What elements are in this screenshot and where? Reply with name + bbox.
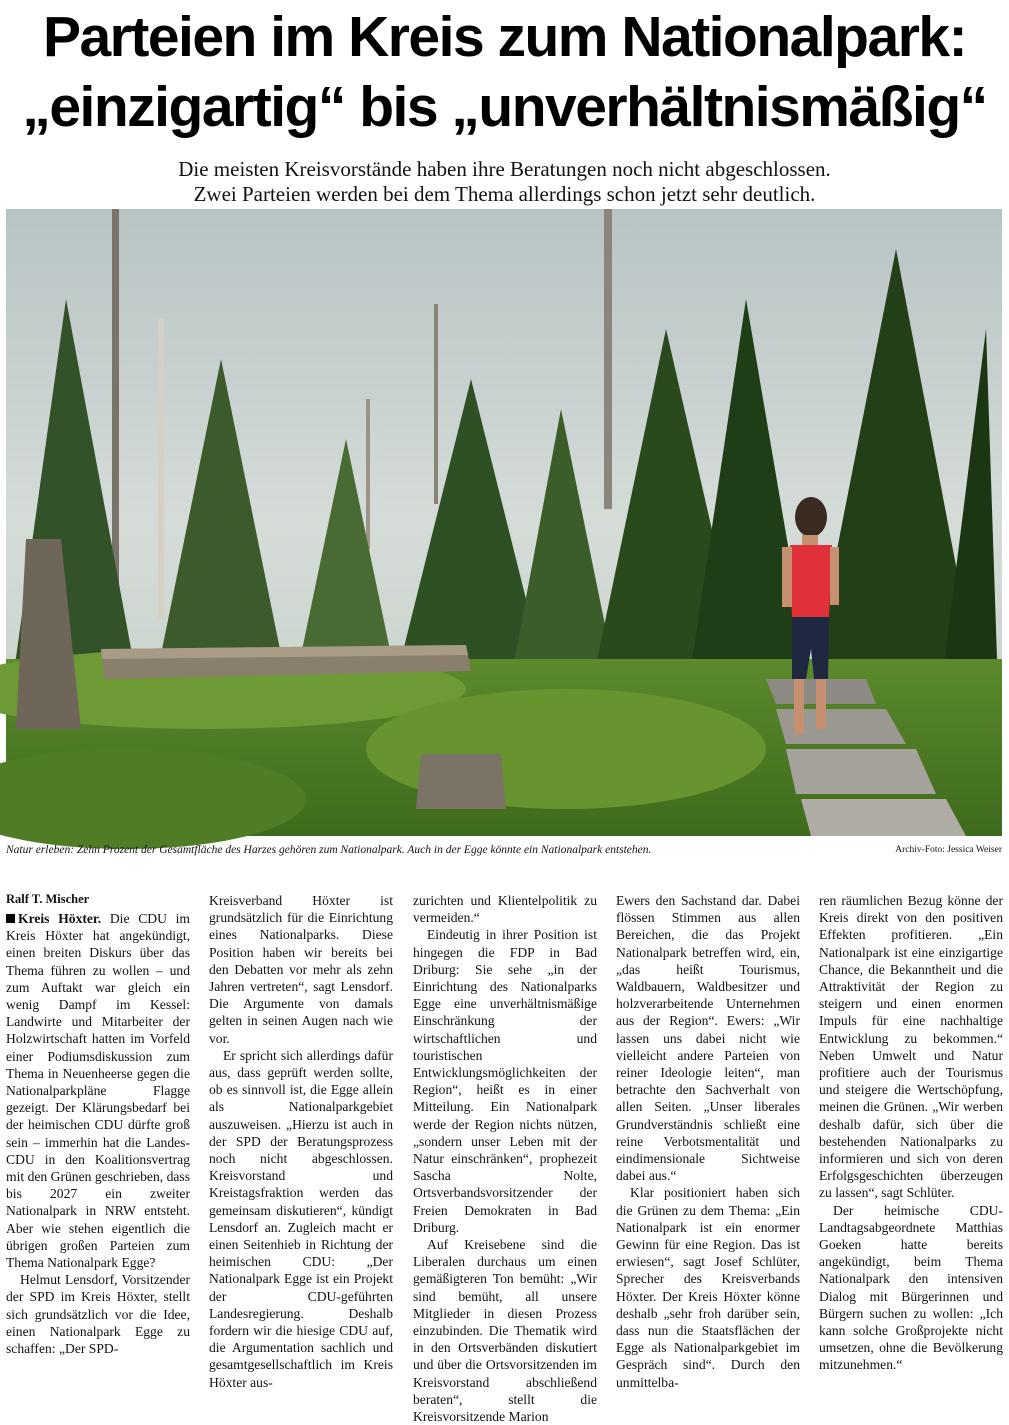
column-3-paragraph-1: zurichten und Klientelpolitik zu vermeiden.“: [413, 893, 597, 926]
photo-credit: Archiv-Foto: Jessica Weiser: [895, 845, 1002, 855]
column-2-paragraph-1: Kreisverband Höxter ist grundsätzlich für die Einrichtung eines Nationalparks. Diese Position haben wir bereits bei den Debatten vor mehr als zehn Jahren vertreten“, sagt Lensdorf. Die Argumente von damals gelten in seinen Augen nach wie vor.: [209, 893, 393, 1046]
caption-text: Natur erleben: Zehn Prozent der Gesamtfläche des Harzes gehören zum Nationalpark. Auch in der Egge könnte ein Nationalpark entstehen.: [6, 844, 652, 856]
subheadline-line-2: Zwei Parteien werden bei dem Thema allerdings schon jetzt sehr deutlich.: [193, 182, 816, 206]
column-3-paragraph-2: Eindeutig in ihrer Position ist hingegen die FDP in Bad Driburg: Sie sehe „in der Einrichtung des Nationalparks Egge eine unverhältnismäßige Einschränkung der wirtschaftlichen und touristischen Entwicklungsmöglichkeiten der Region“, heißt es in einer Mitteilung. Ein Nationalpark werde der Region nichts nützen, „sondern unser Leben mit der Natur einschränken“, prophezeit Sascha Nolte, Ortsverbandsvorsitzender der Freien Demokraten in Bad Driburg.: [413, 927, 597, 1235]
column-4-paragraph-2: Klar positioniert haben sich die Grünen zu dem Thema: „Ein Nationalpark ist ein enormer Gewinn für eine Region. Das ist erwiesen“, sagt Josef Schlüter, Sprecher des Kreisverbands Höxter. Der Kreis Höxter könne deshalb „sehr froh darüber sein, dass nun die Staatsflächen der Egge als Nationalparkgebiet im Gespräch sind“. Durch den unmittelba-: [616, 1185, 800, 1390]
article-column-1: [6, 910, 190, 1388]
column-4-paragraph-1: Ewers den Sachstand dar. Dabei flössen Stimmen aus allen Bereichen, die das Projekt Nationalpark betreffen wird, ein, „das heißt Tourismus, Waldbauern, Waldbesitzer und holzverarbeitende Unternehmen aus der Region“. Ewers: „Wir lassen uns dabei nicht wie vielleicht andere Parteien von reiner Ideologie leiten“, man betrachte den Sachverhalt von allen Seiten. „Unser liberales Grundverständnis schließt eine reine Verbotsmentalität und eindimensionale Sichtweise dabei aus.“: [616, 893, 800, 1184]
headline-line-2: „einzigartig“ bis „unverhältnismäßig“: [22, 75, 987, 139]
photo-caption: [6, 842, 1002, 858]
column-1-text-1: Die CDU im Kreis Höxter hat angekündigt, einen breiten Diskurs über das Thema führen zu wollen – und zum Auftakt war gleich ein wenig Dampf im Kessel: Landwirte und Mitarbeiter der Holzwirtschaft hatten im Vorfeld einer Podiumsdiskussion zum Thema in Neuenheerse gegen die Nationalparkpläne Flagge gezeigt. Der Klärungsbedarf bei der heimischen CDU dürfte groß sein – immerhin hat die Landes-CDU in den Koalitionsvertrag mit den Grünen geschrieben, dass bis 2027 ein zweiter Nationalpark in NRW entsteht. Aber wie stehen eigentlich die übrigen großen Parteien zum Thema Nationalpark Egge?: [6, 911, 190, 1271]
bullet-square-icon: [6, 914, 15, 923]
dateline: Kreis Höxter.: [18, 911, 102, 926]
column-5-paragraph-1: ren räumlichen Bezug könne der Kreis direkt von den positiven Effekten profitieren. „Ein Nationalpark ist eine einzigartige Chance, die Bekanntheit und die Attraktivität der Region zu steigern und einen enormen Impuls für eine nachhaltige Entwicklung zu bekommen.“ Neben Umwelt und Natur profitiere auch der Tourismus und steigere die Wertschöpfung, meinen die Grünen. „Wir werben deshalb dafür, sich über die bestehenden Nationalparks zu informieren und sich von deren Erfolgsgeschichten überzeugen zu lassen“, sagt Schlüter.: [819, 893, 1003, 1201]
headline-line-1: Parteien im Kreis zum Nationalpark:: [42, 5, 967, 69]
article-column-4: [616, 892, 800, 1388]
article-column-2: [209, 892, 393, 1388]
forest-photo: [6, 209, 1002, 836]
column-5-paragraph-2: Der heimische CDU-Landtagsabgeordnete Matthias Goeken hatte bereits angekündigt, beim Thema Nationalpark den intensiven Dialog mit Bürgerinnen und Bürgern suchen zu wollen: „Ich kann solche Großprojekte nicht umsetzen, ohne die Bevölkerung mitzunehmen.“: [819, 1202, 1003, 1373]
subheadline-line-1: Die meisten Kreisvorstände haben ihre Beratungen noch nicht abgeschlossen.: [178, 157, 831, 181]
column-2-paragraph-2: Er spricht sich allerdings dafür aus, dass geprüft werden sollte, ob es sinnvoll ist, die Egge allein als Nationalparkgebiet auszuweisen. „Hierzu ist auch in der SPD der Beratungsprozess noch nicht abgeschlossen. Kreisvorstand und Kreistagsfraktion werden das gemeinsam diskutieren“, kündigt Lensdorf an. Zugleich macht er einen Seitenhieb in Richtung der heimischen CDU: „Der Nationalpark Egge ist ein Projekt der CDU-geführten Landesregierung. Deshalb fordern wir die hiesige CDU auf, die Argumentation sachlich und gesamtgesellschaftlich im Kreis Höxter aus-: [209, 1047, 393, 1390]
article-column-5: [819, 892, 1003, 1388]
column-1-paragraph-1: [6, 910, 190, 1271]
column-1-paragraph-2: Helmut Lensdorf, Vorsitzender der SPD im Kreis Höxter, stellt sich grundsätzlich vor die Idee, einen Nationalpark Egge zu schaffen: „Der SPD-: [6, 1272, 190, 1357]
column-3-paragraph-3: Auf Kreisebene sind die Liberalen durchaus um einen gemäßigteren Ton bemüht: „Wir sind bemüht, all unsere Mitglieder in diesen Prozess einzubinden. Die Thematik wird in den Ortsverbänden diskutiert und über die Ortsvorsitzenden im Kreisvorstand abschließend beraten“, stellt die Kreisvorsitzende Marion: [413, 1237, 597, 1425]
author-byline: Ralf T. Mischer: [6, 892, 90, 906]
article-column-3: [413, 892, 597, 1425]
